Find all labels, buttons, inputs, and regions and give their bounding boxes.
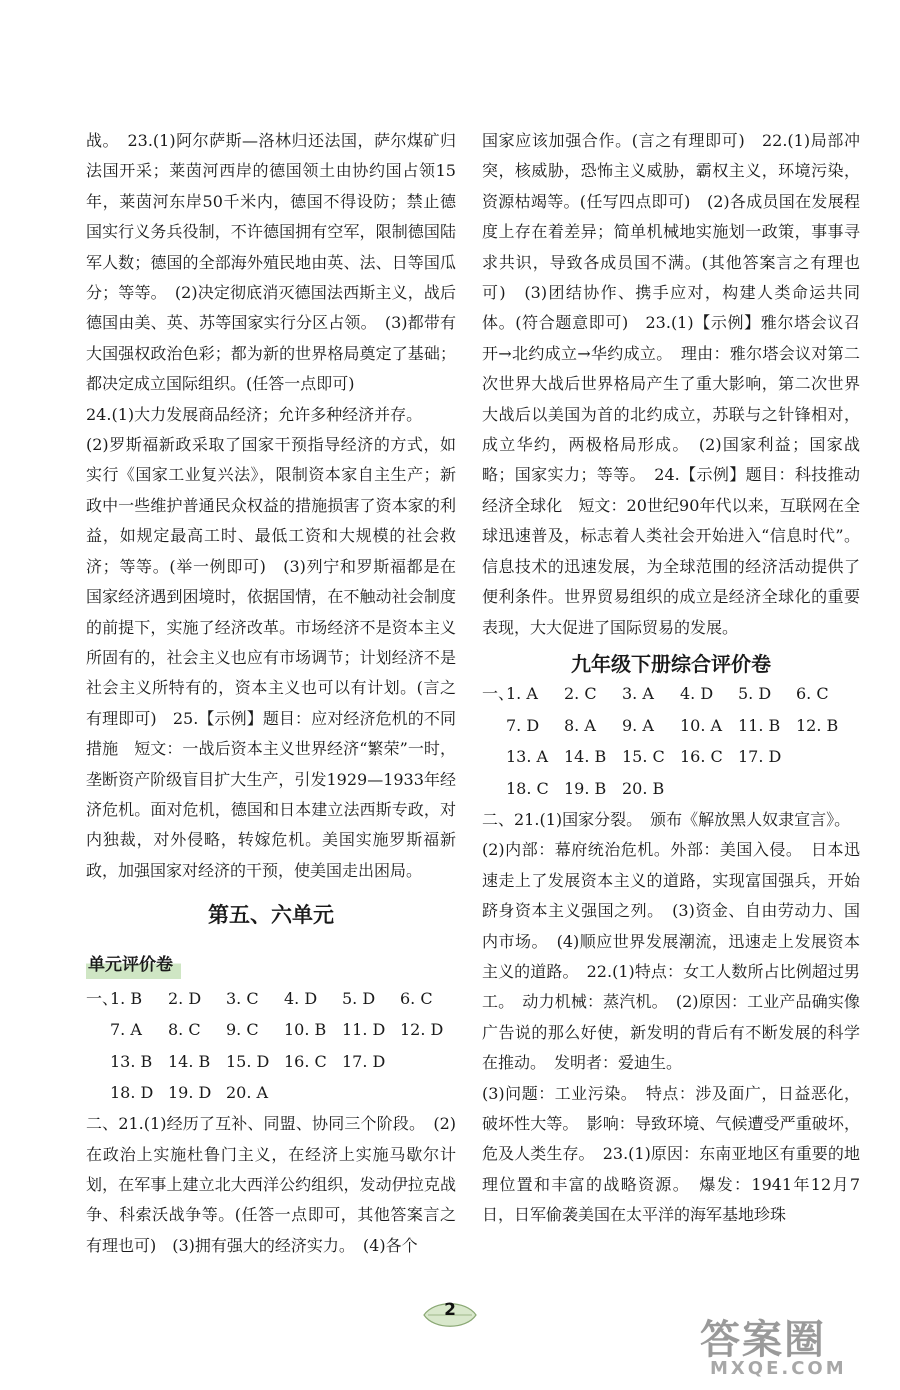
mc-answer: 18. D [110,1083,154,1103]
mc-answer: 12. B [796,715,839,735]
page-number-text: 2 [444,1300,456,1320]
watermark-logo-text: 答案圈 [700,1317,826,1363]
answer-paragraph: 二、21.(1)国家分裂。 颁布《解放黑人奴隶宣言》。 [482,809,851,829]
mc-row [482,742,860,774]
mc-answer: 1. A [506,684,538,704]
mc-answer: 19. B [564,778,607,798]
mc-answer: 15. C [622,747,665,767]
mc-answer: 13. B [110,1051,153,1071]
mc-answer: 18. C [506,778,549,798]
answer-paragraph: 战。 23.(1)阿尔萨斯—洛林归还法国，萨尔煤矿归法国开采；莱茵河西岸的德国领土由协约国占领15年，莱茵河东岸50千米内，德国不得设防；禁止德国实行义务兵役制，不许德国拥有空军，限制德国陆军人数；德国的全部海外殖民地由英、法、日等国瓜分；等等。 (2)决定彻底消灭德国法西斯主义，战后德国由美、英、苏等国家实行分区占领。 (3)都带有大国强权政治色彩；都为新的世界格局奠定了基础；都决定成立国际组织。(任答一点即可) [86,131,456,394]
mc-row [482,679,860,711]
mc-answer: 16. C [284,1051,327,1071]
watermark-logo [700,1308,890,1388]
mc-answer: 14. B [168,1051,211,1071]
mc-answer: 17. D [342,1051,386,1071]
mc-answer: 2. D [168,988,202,1008]
answer-paragraph: 二、21.(1)经历了互补、同盟、协同三个阶段。 (2)在政治上实施杜鲁门主义，在经济上实施马歇尔计划，在军事上建立北大西洋公约组织，发动伊拉克战争、科索沃战争等。(任答一点即可，其他答案言之有理也可) (3)拥有强大的经济实力。 (4)各个 [86,1114,456,1255]
mc-answer: 9. C [226,1020,259,1040]
mc-answer: 9. A [622,715,654,735]
mc-row [86,983,456,1015]
mc-answer: 8. A [564,715,596,735]
mc-answer: 15. D [226,1051,270,1071]
mc-answer: 20. A [226,1083,269,1103]
mc-answer: 13. A [506,747,549,767]
mc-answer: 2. C [564,684,597,704]
mc-answer: 19. D [168,1083,212,1103]
mc-row [482,710,860,742]
mc-answer: 11. D [342,1020,386,1040]
section-number: 一、 [482,684,515,704]
mc-answer: 1. B [110,988,143,1008]
mc-answer: 20. B [622,778,665,798]
mc-answer: 8. C [168,1020,201,1040]
answer-paragraph: 国家应该加强合作。(言之有理即可) 22.(1)局部冲突，核威胁，恐怖主义威胁，霸权主义，环境污染，资源枯竭等。(任写四点即可) (2)各成员国在发展程度上存在着差异；简单机械地实施划一政策，事事寻求共识，导致各成员国不满。(其他答案言之有理也可) (3)团结协作、携手应对，构建人类命运共同体。(符合题意即可) 23.(1)【示例】雅尔塔会议召开→北约成立→华约成立。 理由：雅尔塔会议对第二次世界大战后世界格局产生了重大影响，第二次世界大战后以美国为首的北约成立，苏联与之针锋相对，成立华约，两极格局形成。 (2)国家利益；国家战略；国家实力；等等。 24.【示例】题目：科技推动经济全球化 短文：20世纪90年代以来，互联网在全球迅速普及，标志着人类社会开始进入“信息时代”。信息技术的迅速发展，为全球范围的经济活动提供了便利条件。世界贸易组织的成立是经济全球化的重要表现，大大促进了国际贸易的发展。 [482,131,860,637]
mc-row [86,1078,456,1110]
right-column [482,126,860,1231]
mc-answer: 10. A [680,715,723,735]
mc-answer: 12. D [400,1020,444,1040]
paper-title: 九年级下册综合评价卷 [571,651,771,676]
answer-paragraph: (2)内部：幕府统治危机。外部：美国入侵。 日本迅速走上了发展资本主义的道路，实现富国强兵，开始跻身资本主义强国之列。 (3)资金、自由劳动力、国内市场。 (4)顺应世界发展潮流，迅速走上发展资本主义的道路。 22.(1)特点：女工人数所占比例超过男工。 动力机械：蒸汽机。 (2)原因：工业产品确实像广告说的那么好使，新发明的背后有不断发展的科学在推动。 发明者：爱迪生。 [482,840,860,1073]
section-tag: 单元评价卷 [86,950,456,983]
mc-answer: 17. D [738,747,782,767]
answer-paragraph: (3)问题：工业污染。 特点：涉及面广，日益恶化，破坏性大等。 影响：导致环境、气候遭受严重破坏，危及人类生存。 23.(1)原因：东南亚地区有重要的地理位置和丰富的战略资源。 爆发：1941年12月7日，日军偷袭美国在太平洋的海军基地珍珠 [482,1083,860,1225]
multiple-choice-answers [86,983,456,1109]
mc-answer: 5. D [738,684,772,704]
mc-answer: 14. B [564,747,607,767]
mc-row [482,773,860,805]
left-column [86,126,456,1261]
answer-paragraph: 24.(1)大力发展商品经济；允许多种经济并存。 [86,404,423,424]
mc-answer: 3. A [622,684,654,704]
mc-answer: 5. D [342,988,376,1008]
mc-answer: 7. A [110,1020,142,1040]
mc-answer: 6. C [796,684,829,704]
mc-answer: 6. C [400,988,433,1008]
mc-answer: 16. C [680,747,723,767]
watermark-logo-url: MXQE.COM [710,1358,847,1379]
unit-title: 第五、六单元 [208,903,334,928]
mc-answer: 11. B [738,715,781,735]
answer-paragraph: (2)罗斯福新政采取了国家干预指导经济的方式，如实行《国家工业复兴法》，限制资本家自主生产；新政中一些维护普通民众权益的措施损害了资本家的利益，如规定最高工时、最低工资和大规模的社会救济；等等。(举一例即可) (3)列宁和罗斯福都是在国家经济遇到困境时，依据国情，在不触动社会制度的前提下，实施了经济改革。市场经济不是资本主义所固有的，社会主义也应有市场调节；计划经济不是社会主义所特有的，资本主义也可以有计划。(言之有理即可) 25.【示例】题目：应对经济危机的不同措施 短文：一战后资本主义世界经济“繁荣”一时，垄断资产阶级盲目扩大生产，引发1929—1933年经济危机。面对危机，德国和日本建立法西斯专政，对内独裁，对外侵略，转嫁危机。美国实施罗斯福新政，加强国家对经济的干预，使美国走出困局。 [86,435,456,880]
mc-answer: 4. D [680,684,714,704]
mc-answer: 7. D [506,715,540,735]
mc-row [86,1046,456,1078]
section-number: 一、 [86,988,119,1008]
mc-answer: 10. B [284,1020,327,1040]
multiple-choice-answers [482,679,860,805]
page-number [420,1296,480,1334]
mc-row [86,1015,456,1047]
mc-answer: 3. C [226,988,259,1008]
mc-answer: 4. D [284,988,318,1008]
